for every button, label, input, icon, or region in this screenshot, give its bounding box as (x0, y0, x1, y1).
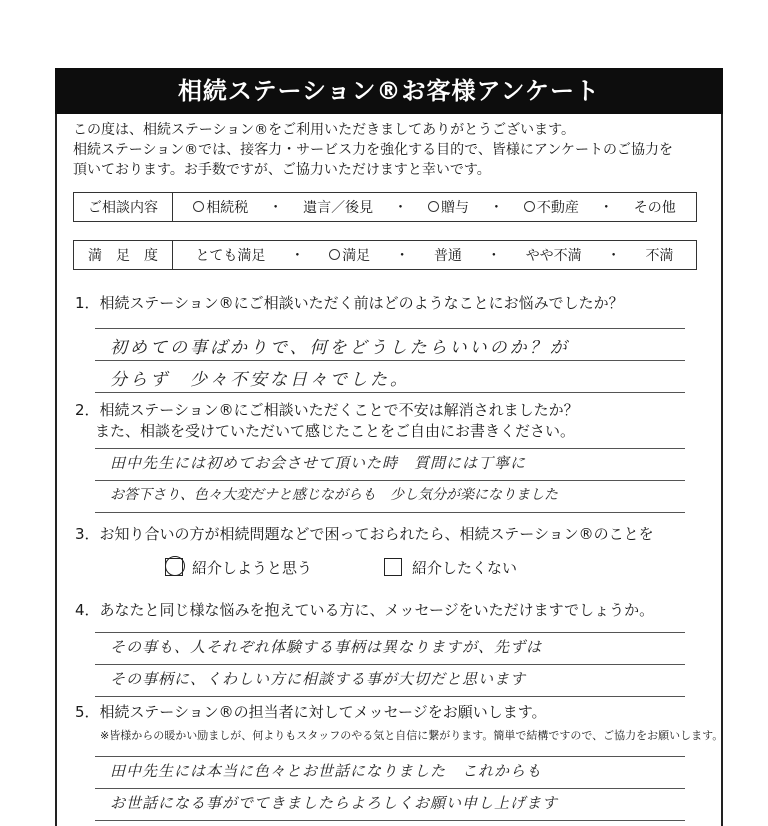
option-somewhat-dissatisfied[interactable]: やや不満 (525, 248, 582, 264)
separator: ・ (268, 200, 283, 216)
separator: ・ (395, 248, 410, 264)
answer-2-line-1[interactable]: 田中先生には初めてお会させて頂いた時 質問には丁寧に (110, 454, 527, 472)
question-3: 3．お知り合いの方が相続問題などで困っておられたら、相続ステーション®のことを (75, 525, 654, 543)
answer-line (95, 360, 685, 361)
question-4: 4．あなたと同じ様な悩みを抱えている方に、メッセージをいただけますでしょうか。 (75, 601, 655, 619)
separator: ・ (599, 200, 614, 216)
intro-line: この度は、相続ステーション®をご利用いただきましてありがとうございます。 (73, 122, 576, 138)
circle-mark-icon (165, 556, 185, 576)
option-neutral[interactable]: 普通 (433, 248, 462, 264)
question-2: 2．相続ステーション®にご相談いただくことで不安は解消されましたか？ (75, 401, 579, 419)
intro-line: 頂いております。お手数ですが、ご協力いただけますと幸いです。 (73, 162, 491, 178)
intro-text (73, 120, 713, 180)
question-1: 1．相続ステーション®にご相談いただく前はどのようなことにお悩みでしたか？ (75, 294, 624, 312)
answer-line (95, 820, 685, 821)
option-very-satisfied[interactable]: とても満足 (195, 248, 266, 264)
answer-line (95, 480, 685, 481)
answer-5-line-2[interactable]: お世話になる事がでてきましたらよろしくお願い申し上げます (110, 794, 559, 812)
answer-line (95, 756, 685, 757)
answer-line (95, 632, 685, 633)
not-recommend-checkbox[interactable] (384, 558, 402, 576)
intro-line: 相続ステーション®では、接客力・サービス力を強化する目的で、皆様にアンケートのご協力を (73, 142, 674, 158)
separator: ・ (606, 248, 621, 264)
answer-line (95, 512, 685, 513)
answer-line (95, 696, 685, 697)
separator: ・ (486, 248, 501, 264)
answer-5-line-1[interactable]: 田中先生には本当に色々とお世話になりました これからも (110, 762, 543, 780)
circle-mark-icon (524, 201, 535, 212)
option-satisfied[interactable]: 満足 (329, 245, 370, 265)
circle-mark-icon (193, 201, 204, 212)
satisfaction-row (73, 240, 697, 270)
option-inheritance-tax[interactable]: 相続税 (193, 197, 248, 217)
answer-line (95, 392, 685, 393)
consult-type-label: ご相談内容 (74, 193, 173, 221)
option-will[interactable]: 遺言／後見 (303, 200, 374, 216)
recommend-no-label: 紹介したくない (412, 559, 518, 577)
option-real-estate[interactable]: 不動産 (524, 197, 579, 217)
answer-line (95, 664, 685, 665)
question-5: 5．相続ステーション®の担当者に対してメッセージをお願いします。 (75, 703, 547, 721)
option-gift[interactable]: 贈与 (428, 197, 469, 217)
option-dissatisfied[interactable]: 不満 (645, 248, 674, 264)
separator: ・ (393, 200, 408, 216)
satisfaction-label: 満 足 度 (74, 241, 173, 269)
answer-line (95, 788, 685, 789)
question-2-sub: また、相談を受けていただいて感じたことをご自由にお書きください。 (95, 422, 576, 440)
answer-line (95, 328, 685, 329)
circle-mark-icon (329, 249, 340, 260)
separator: ・ (489, 200, 504, 216)
consult-type-row (73, 192, 697, 222)
recommend-yes-label: 紹介しようと思う (192, 559, 313, 577)
answer-1-line-2[interactable]: 分らず 少々不安な日々でした。 (110, 370, 410, 390)
option-other[interactable]: その他 (633, 200, 676, 216)
answer-line (95, 448, 685, 449)
answer-1-line-1[interactable]: 初めての事ばかりで、何をどうしたらいいのか？が (110, 338, 570, 358)
separator: ・ (290, 248, 305, 264)
answer-4-line-1[interactable]: その事も、人それぞれ体験する事柄は異なりますが、先ずは (110, 638, 543, 656)
answer-4-line-2[interactable]: その事柄に、くわしい方に相談する事が大切だと思います (110, 670, 527, 688)
survey-title: 相続ステーション®お客様アンケート (55, 68, 723, 114)
answer-2-line-2[interactable]: お答下さり、色々大変だナと感じながらも 少し気分が楽になりました (110, 487, 558, 503)
circle-mark-icon (428, 201, 439, 212)
note-text: ※皆様からの暖かい励ましが、何よりもスタッフのやる気と自信に繋がります。簡単で結構ですので、ご協力をお願いします。 (100, 729, 724, 742)
